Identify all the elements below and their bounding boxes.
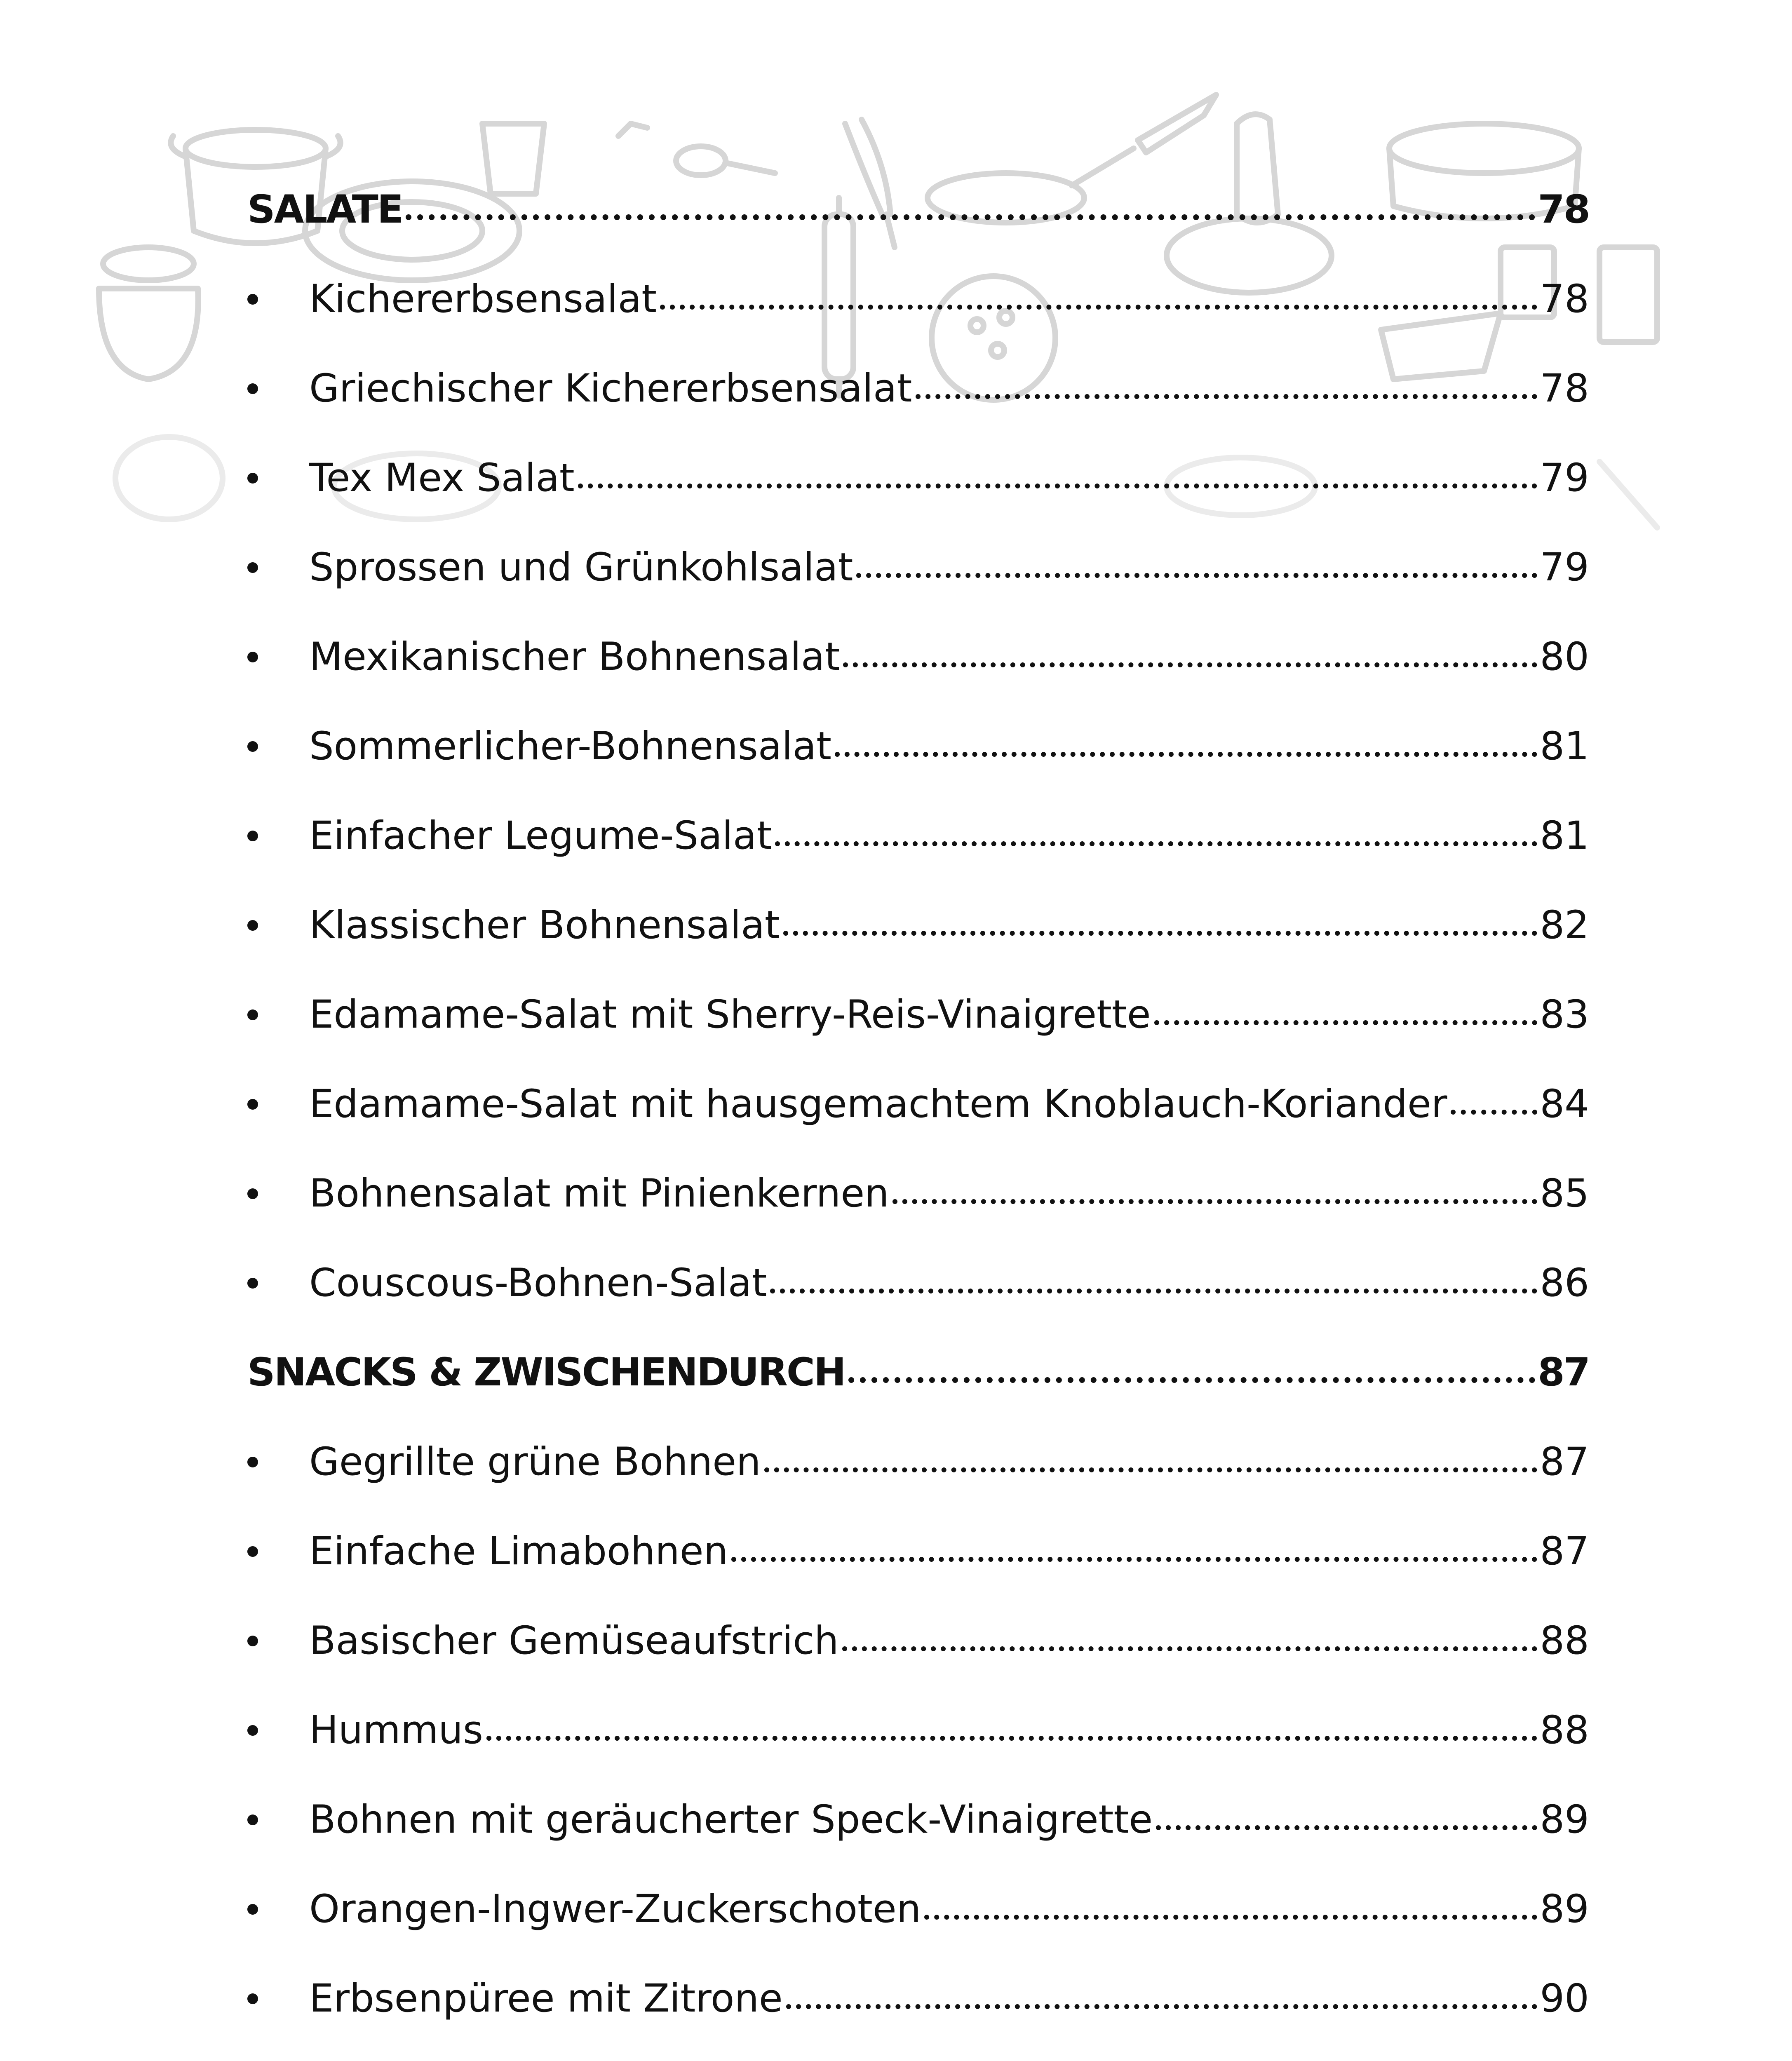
bullet-icon xyxy=(247,1188,309,1199)
toc-entry-title: Einfacher Legume-Salat xyxy=(309,813,772,858)
toc-page-number: 83 xyxy=(1540,992,1589,1037)
bullet-icon xyxy=(247,562,309,573)
toc-entry-title: Sommerlicher-Bohnensalat xyxy=(309,723,832,769)
toc-entry-title: Kichererbsensalat xyxy=(309,276,657,322)
bullet-icon xyxy=(247,1546,309,1557)
bullet-icon xyxy=(247,294,309,305)
toc-page-number: 84 xyxy=(1540,1081,1589,1127)
bullet-icon xyxy=(247,383,309,394)
bullet-icon xyxy=(247,1009,309,1020)
toc-entry-title: Einfache Limabohnen xyxy=(309,1528,728,1574)
toc-entry[interactable] xyxy=(247,433,1589,523)
toc-entry-title: Gegrillte grüne Bohnen xyxy=(309,1439,761,1484)
bullet-icon xyxy=(247,1904,309,1915)
dot-leader xyxy=(731,1532,1537,1571)
bullet-icon xyxy=(247,920,309,931)
knife-icon xyxy=(1138,95,1216,153)
toc-section-salate[interactable] xyxy=(247,165,1589,254)
bullet-icon xyxy=(247,1815,309,1825)
bullet-icon xyxy=(247,1457,309,1467)
bullet-icon xyxy=(247,831,309,841)
toc-entry-title: Edamame-Salat mit Sherry-Reis-Vinaigrette xyxy=(309,992,1151,1037)
dot-leader xyxy=(924,1890,1537,1929)
toc-entry[interactable] xyxy=(247,2043,1589,2061)
toc-section-snacks[interactable] xyxy=(247,1328,1589,1417)
dot-leader xyxy=(486,1711,1537,1750)
table-of-contents xyxy=(247,165,1589,2061)
toc-entry[interactable] xyxy=(247,344,1589,433)
toc-page-number: 88 xyxy=(1540,1707,1589,1753)
dot-leader xyxy=(916,369,1538,408)
toc-page-number: 86 xyxy=(1540,1260,1589,1305)
cooking-pot-icon xyxy=(99,247,198,379)
bullet-icon xyxy=(247,1099,309,1110)
bullet-icon xyxy=(247,741,309,752)
dot-leader xyxy=(406,190,1535,229)
toc-entry[interactable] xyxy=(247,791,1589,880)
toc-entry[interactable] xyxy=(247,970,1589,1059)
bullet-icon xyxy=(247,1993,309,2004)
bullet-icon xyxy=(247,652,309,662)
toc-entry[interactable] xyxy=(247,1059,1589,1149)
toc-page-number: 87 xyxy=(1540,1528,1589,1574)
dot-leader xyxy=(856,548,1537,587)
dot-leader xyxy=(1451,1085,1538,1124)
toc-entry-title: Erbsenpüree mit Zitrone xyxy=(309,1976,783,2021)
toc-entry[interactable] xyxy=(247,1954,1589,2043)
toc-entry-title: Edamame-Salat mit hausgemachtem Knoblauch-Koriander xyxy=(309,1081,1447,1127)
dot-leader xyxy=(764,1443,1538,1481)
toc-page-number: 88 xyxy=(1540,1618,1589,1663)
toc-entry[interactable] xyxy=(247,1864,1589,1954)
toc-page-number: 89 xyxy=(1540,1797,1589,1842)
toc-section-title: SALATE xyxy=(247,187,403,232)
dot-leader xyxy=(848,1353,1536,1392)
toc-entry-title: Mexikanischer Bohnensalat xyxy=(309,634,840,679)
dot-leader xyxy=(578,459,1538,498)
toc-page-number: 79 xyxy=(1540,455,1589,500)
toc-entry-title: Klassischer Bohnensalat xyxy=(309,902,780,948)
toc-entry[interactable] xyxy=(247,1238,1589,1328)
toc-page-number: 85 xyxy=(1540,1171,1589,1216)
toc-entry[interactable] xyxy=(247,702,1589,791)
dot-leader xyxy=(1156,1800,1537,1839)
dot-leader xyxy=(775,817,1537,855)
toc-page-number: 82 xyxy=(1540,902,1589,948)
toc-page-number: 78 xyxy=(1540,276,1589,322)
toc-page-number: 90 xyxy=(1540,1976,1589,2021)
toc-page-number: 87 xyxy=(1538,1350,1589,1395)
toc-entry-title: Couscous-Bohnen-Salat xyxy=(309,1260,767,1305)
toc-entry[interactable] xyxy=(247,880,1589,970)
dot-leader xyxy=(770,1264,1537,1303)
toc-entry-title: Hummus xyxy=(309,1707,483,1753)
dot-leader xyxy=(786,1979,1538,2018)
toc-page-number: 78 xyxy=(1540,366,1589,411)
toc-entry-title: Basischer Gemüseaufstrich xyxy=(309,1618,839,1663)
bullet-icon xyxy=(247,1725,309,1736)
bullet-icon xyxy=(247,1636,309,1646)
toc-entry-title: Orangen-Ingwer-Zuckerschoten xyxy=(309,1886,921,1932)
toc-entry-title: Griechischer Kichererbsensalat xyxy=(309,366,912,411)
toc-page-number: 89 xyxy=(1540,1886,1589,1932)
bullet-icon xyxy=(247,473,309,484)
dot-leader xyxy=(660,280,1537,319)
toc-entry[interactable] xyxy=(247,1775,1589,1864)
toc-page-number: 81 xyxy=(1540,723,1589,769)
toc-section-title: SNACKS & ZWISCHENDURCH xyxy=(247,1350,845,1395)
dot-leader xyxy=(783,906,1538,945)
toc-page-number: 79 xyxy=(1540,545,1589,590)
toc-entry[interactable] xyxy=(247,612,1589,702)
dot-leader xyxy=(835,727,1537,766)
toc-entry[interactable] xyxy=(247,1507,1589,1596)
toc-page-number: 78 xyxy=(1538,187,1589,232)
toc-entry-title: Tex Mex Salat xyxy=(309,455,575,500)
toc-entry[interactable] xyxy=(247,1417,1589,1507)
toc-entry[interactable] xyxy=(247,1685,1589,1775)
dot-leader xyxy=(1154,995,1538,1034)
dot-leader xyxy=(892,1174,1538,1213)
toc-entry[interactable] xyxy=(247,1149,1589,1238)
toc-entry[interactable] xyxy=(247,1596,1589,1685)
toc-entry-title: Bohnensalat mit Pinienkernen xyxy=(309,1171,889,1216)
toc-entry-title: Bohnen mit geräucherter Speck-Vinaigrette xyxy=(309,1797,1153,1842)
dot-leader xyxy=(843,638,1537,676)
dot-leader xyxy=(842,1622,1538,1660)
bullet-icon xyxy=(247,1278,309,1289)
toc-page-number: 80 xyxy=(1540,634,1589,679)
toc-entry[interactable] xyxy=(247,523,1589,612)
toc-entry-title: Sprossen und Grünkohlsalat xyxy=(309,545,853,590)
toc-entry[interactable] xyxy=(247,254,1589,344)
toc-page-number: 87 xyxy=(1540,1439,1589,1484)
toc-page-number: 81 xyxy=(1540,813,1589,858)
